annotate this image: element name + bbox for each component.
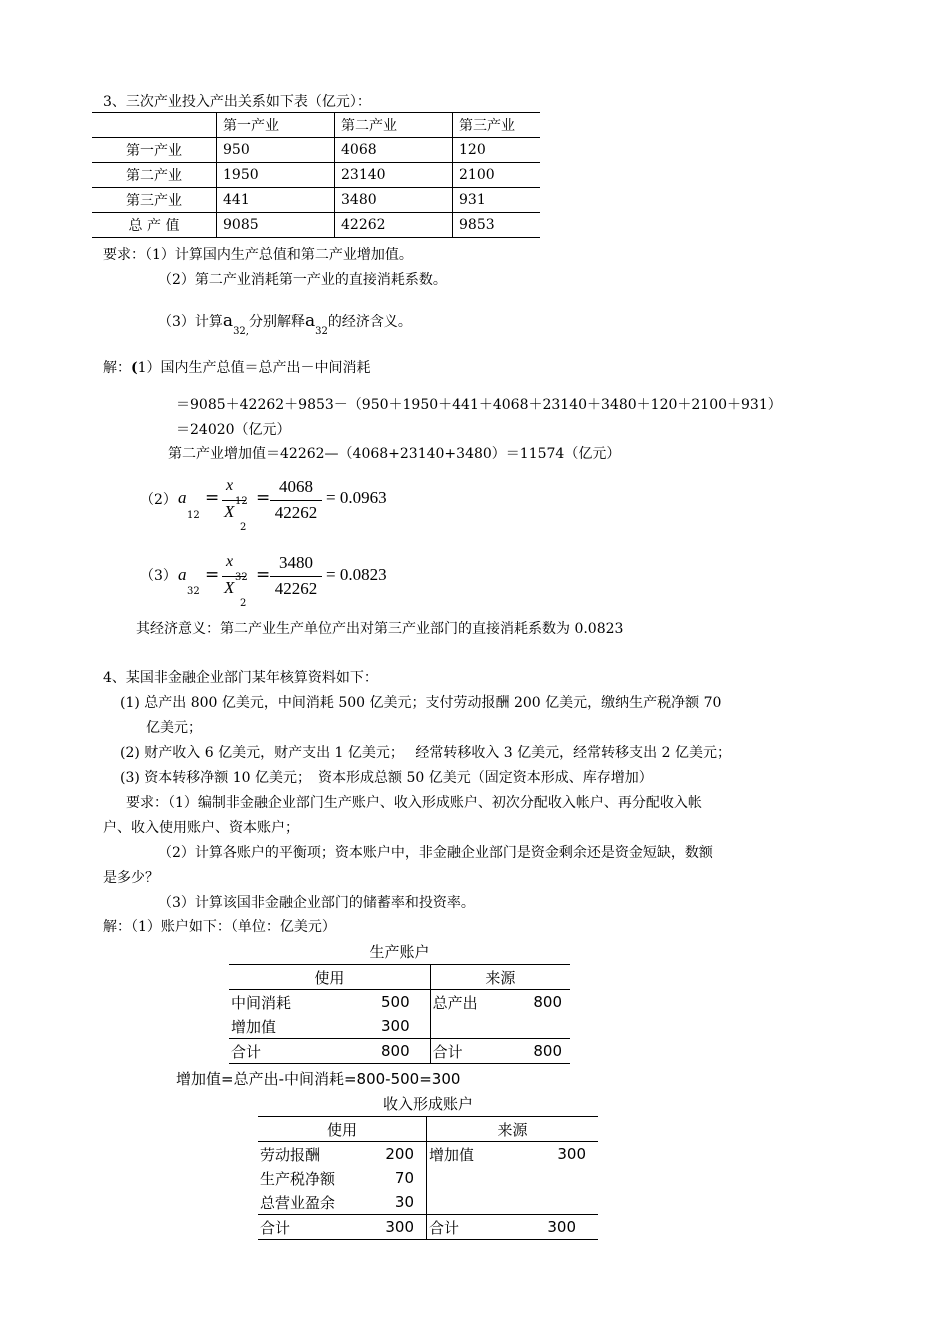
table-cell <box>430 1014 531 1039</box>
q4-title: 4、某国非金融企业部门某年核算资料如下： <box>103 670 378 686</box>
q3-req1: 要求：（1）计算国内生产总值和第二产业增加值。 <box>103 247 413 263</box>
table-cell: 中间消耗 <box>231 993 292 1012</box>
formula-x: x <box>226 477 234 494</box>
fraction-numerator: 4068 <box>279 477 313 496</box>
use-header: 使用 <box>229 965 430 990</box>
production-account-table <box>229 964 570 1064</box>
table-cell: 9085 <box>217 213 335 238</box>
table-cell: 120 <box>453 138 541 163</box>
value-added-note: 增加值=总产出-中间消耗=800-500=300 <box>176 1070 461 1088</box>
fraction-denominator: 42262 <box>274 503 318 522</box>
table-cell <box>541 1190 598 1215</box>
table-cell <box>92 113 217 138</box>
source-header: 来源 <box>427 1117 599 1142</box>
formula-x: x <box>226 553 234 570</box>
table-row <box>229 1014 570 1039</box>
economic-meaning: 其经济意义：第二产业生产单位产出对第三产业部门的直接消耗系数为 0.0823 <box>136 621 624 637</box>
equals-sign: = <box>256 488 271 508</box>
formula-X: X <box>224 578 235 597</box>
table-cell: 500 <box>339 990 430 1015</box>
formula-a: a <box>178 565 187 584</box>
table-header: 第二产业 <box>335 113 453 138</box>
table-row <box>92 213 540 238</box>
table-cell: 23140 <box>335 163 453 188</box>
io-table <box>92 112 540 238</box>
table-cell <box>541 1166 598 1190</box>
table-cell: 950 <box>217 138 335 163</box>
fraction-bar <box>222 500 246 501</box>
table-cell: 800 <box>339 1039 430 1064</box>
formula-result: = 0.0823 <box>326 565 387 584</box>
table-cell: 30 <box>362 1190 427 1215</box>
q3-req3 <box>158 311 412 337</box>
q4-req3: （3）计算该国非金融企业部门的储蓄率和投资率。 <box>158 895 475 911</box>
table-cell: 800 <box>533 993 562 1011</box>
formula-a-sub: 12 <box>187 510 200 521</box>
formula-X-sub: 2 <box>240 598 247 609</box>
equals-sign: = <box>205 565 220 585</box>
solution-paren: ( <box>131 360 138 376</box>
row-header: 总 产 值 <box>92 213 217 238</box>
table-row <box>258 1190 598 1215</box>
source-header: 来源 <box>430 965 570 990</box>
table-header: 第三产业 <box>453 113 541 138</box>
table-row <box>258 1117 598 1142</box>
q4-req2-cont: 是多少？ <box>103 870 159 886</box>
table-cell: 1950 <box>217 163 335 188</box>
table-header: 第一产业 <box>217 113 335 138</box>
fraction-bar <box>270 500 322 501</box>
use-header: 使用 <box>258 1117 427 1142</box>
q4-solution: 解：（1）账户如下：（单位：亿美元） <box>103 919 336 935</box>
table-row <box>258 1166 598 1190</box>
income-account-table <box>258 1116 598 1240</box>
table-cell <box>427 1166 542 1190</box>
table-cell: 合计 <box>427 1215 542 1240</box>
table-row <box>258 1142 598 1167</box>
table-cell: 931 <box>453 188 541 213</box>
table-cell: 合计 <box>229 1039 339 1064</box>
table-cell: 9853 <box>453 213 541 238</box>
table-cell: 300 <box>557 1145 586 1163</box>
req3-text: 的经济含义。 <box>327 314 412 330</box>
solution-line-2: ＝9085＋42262＋9853－（950＋1950＋441＋4068＋23140＋3480＋120＋2100＋931） <box>176 397 782 413</box>
table-row <box>229 990 570 1015</box>
req3-text: （3）计算 <box>158 314 223 330</box>
table-cell: 70 <box>362 1166 427 1190</box>
q4-item1: (1) 总产出 800 亿美元，中间消耗 500 亿美元；支付劳动报酬 200 亿美元，缴纳生产税净额 70 <box>120 695 722 711</box>
equals-sign: = <box>256 565 271 585</box>
formula-X: X <box>224 502 235 521</box>
fraction-bar <box>222 576 246 577</box>
row-header: 第三产业 <box>92 188 217 213</box>
table-cell: 42262 <box>335 213 453 238</box>
formula-label: （2） <box>140 492 177 508</box>
table-row <box>92 163 540 188</box>
formula-x-sub: 32 <box>235 572 248 583</box>
q4-item2: (2) 财产收入 6 亿美元，财产支出 1 亿美元； 经常转移收入 3 亿美元，经常转移支出 2 亿美元； <box>120 745 731 761</box>
solution-label: 解： <box>103 360 131 376</box>
table-cell: 4068 <box>335 138 453 163</box>
table-cell: 生产税净额 <box>260 1169 336 1188</box>
table-cell: 劳动报酬 <box>260 1145 321 1164</box>
table-cell: 441 <box>217 188 335 213</box>
q4-req1: 要求：（1）编制非金融企业部门生产账户、收入形成账户、初次分配收入帐户、再分配收入帐 <box>126 795 702 811</box>
a-symbol: a <box>222 311 234 331</box>
production-account-title: 生产账户 <box>369 943 430 961</box>
table-row <box>229 1039 570 1064</box>
q3-title: 3、三次产业投入产出关系如下表（亿元）： <box>103 94 371 110</box>
table-cell: 合计 <box>430 1039 531 1064</box>
table-cell: 合计 <box>258 1215 362 1240</box>
table-cell: 总产出 <box>432 993 478 1012</box>
table-cell: 300 <box>362 1215 427 1240</box>
a-subscript: 32, <box>233 326 249 337</box>
row-header: 第二产业 <box>92 163 217 188</box>
formula-a-sub: 32 <box>187 586 200 597</box>
table-row <box>258 1215 598 1240</box>
a-subscript: 32 <box>315 326 328 337</box>
formula-x-sub: 12 <box>235 496 248 507</box>
table-cell: 300 <box>541 1215 598 1240</box>
q4-req1-cont: 户、收入使用账户、资本账户； <box>103 820 299 836</box>
table-cell: 总营业盈余 <box>260 1193 336 1212</box>
income-account-title: 收入形成账户 <box>382 1095 473 1113</box>
q4-item1-cont: 亿美元； <box>146 720 202 736</box>
q4-req2: （2）计算各账户的平衡项；资本账户中，非金融企业部门是资金剩余还是资金短缺，数额 <box>158 845 713 861</box>
req3-text: 分别解释 <box>248 314 305 330</box>
fraction-bar <box>270 576 322 577</box>
row-header: 第一产业 <box>92 138 217 163</box>
q3-req2: （2）第二产业消耗第一产业的直接消耗系数。 <box>158 272 447 288</box>
formula-result: = 0.0963 <box>326 488 387 507</box>
formula-X-sub: 2 <box>240 522 247 533</box>
q4-item3: (3) 资本转移净额 10 亿美元； 资本形成总额 50 亿美元（固定资本形成、库存增加） <box>120 770 653 786</box>
table-cell: 200 <box>362 1142 427 1167</box>
table-row <box>92 138 540 163</box>
fraction-numerator: 3480 <box>279 553 313 572</box>
table-row <box>92 113 540 138</box>
solution-line-4: 第二产业增加值＝42262—（4068+23140+3480）＝11574（亿元） <box>168 446 621 462</box>
fraction-denominator: 42262 <box>274 579 318 598</box>
table-cell: 3480 <box>335 188 453 213</box>
table-cell: 300 <box>339 1014 430 1039</box>
table-cell: 2100 <box>453 163 541 188</box>
formula-a: a <box>178 488 187 507</box>
solution-text: 1）国内生产总值＝总产出－中间消耗 <box>137 360 371 376</box>
table-cell: 增加值 <box>231 1017 277 1036</box>
table-cell <box>427 1190 542 1215</box>
table-cell <box>531 1014 570 1039</box>
table-row <box>229 965 570 990</box>
a-symbol: a <box>304 311 316 331</box>
table-row <box>92 188 540 213</box>
table-cell: 增加值 <box>429 1145 475 1164</box>
solution-line-1 <box>103 358 371 378</box>
table-cell: 800 <box>531 1039 570 1064</box>
formula-label: （3） <box>140 568 177 584</box>
solution-line-3: ＝24020（亿元） <box>176 422 291 438</box>
equals-sign: = <box>205 488 220 508</box>
